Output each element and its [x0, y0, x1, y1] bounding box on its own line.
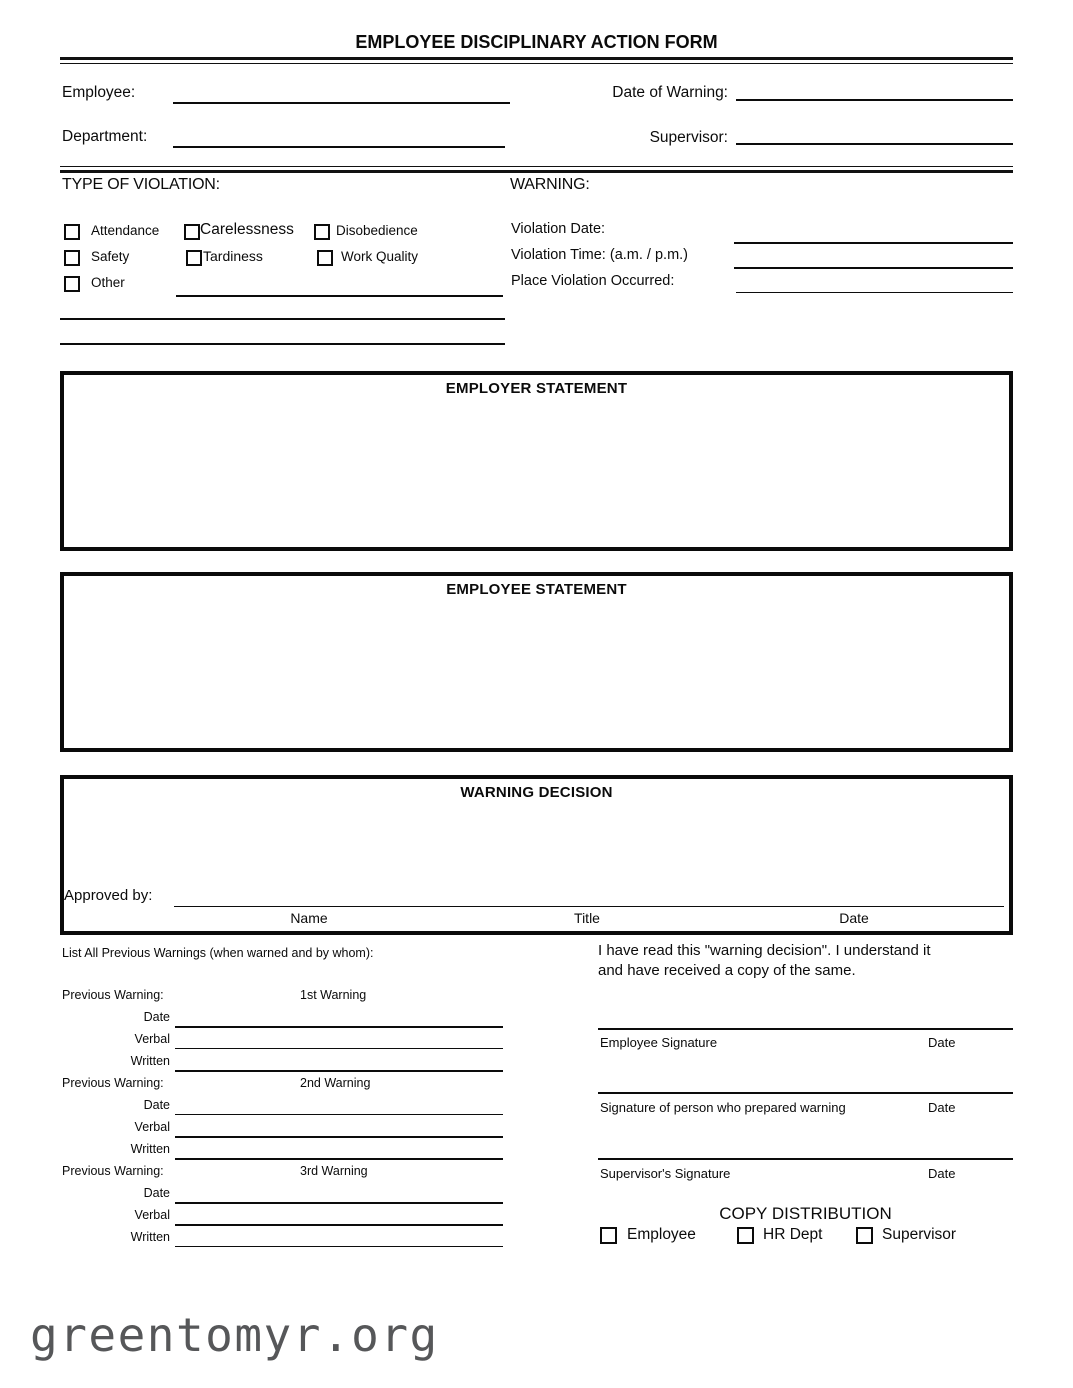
- employer-statement-title: EMPLOYER STATEMENT: [445, 380, 628, 397]
- warning-decision-box: [60, 775, 1013, 935]
- title-divider: [60, 57, 1013, 64]
- previous-warning-2-label: Previous Warning:: [62, 1076, 164, 1090]
- department-label: Department:: [62, 128, 148, 145]
- copy-distribution-title: COPY DISTRIBUTION: [719, 1204, 892, 1223]
- place-violation-label: Place Violation Occurred:: [511, 273, 675, 289]
- previous-warning-2-ordinal: 2nd Warning: [300, 1076, 371, 1090]
- pw1-written-label: Written: [130, 1054, 170, 1068]
- employee-signature-label: Employee Signature: [600, 1035, 718, 1050]
- previous-warning-3-label: Previous Warning:: [62, 1164, 164, 1178]
- employee-signature-line[interactable]: [598, 1028, 1013, 1030]
- place-violation-input-line[interactable]: [736, 292, 1013, 293]
- previous-warnings-heading: List All Previous Warnings (when warned and by whom):: [62, 946, 374, 960]
- employer-statement-writing-area[interactable]: [64, 403, 1009, 547]
- form-title: EMPLOYEE DISCIPLINARY ACTION FORM: [355, 32, 718, 52]
- pw3-verbal-line[interactable]: [175, 1224, 503, 1226]
- copy-hr-dept-label: HR Dept: [763, 1226, 823, 1243]
- pw3-date-line[interactable]: [175, 1202, 503, 1204]
- approved-by-input-line[interactable]: [174, 906, 1004, 907]
- copy-checkbox-employee[interactable]: [600, 1227, 617, 1244]
- preparer-signature-label: Signature of person who prepared warning: [600, 1100, 846, 1115]
- acknowledgement-line-1: I have read this "warning decision". I understand it: [598, 942, 931, 959]
- copy-checkbox-supervisor[interactable]: [856, 1227, 873, 1244]
- pw3-written-label: Written: [130, 1230, 170, 1244]
- violation-date-input-line[interactable]: [734, 242, 1013, 244]
- pw1-date-label: Date: [143, 1010, 170, 1024]
- employee-statement-writing-area[interactable]: [64, 604, 1009, 748]
- pw1-verbal-label: Verbal: [134, 1032, 170, 1046]
- previous-warning-1-label: Previous Warning:: [62, 988, 164, 1002]
- approved-date-label: Date: [839, 910, 869, 926]
- checkbox-attendance-label: Attendance: [91, 223, 160, 238]
- violation-date-label: Violation Date:: [511, 221, 606, 237]
- employee-statement-title: EMPLOYEE STATEMENT: [446, 581, 627, 598]
- pw1-written-line[interactable]: [175, 1070, 503, 1072]
- checkbox-work-quality-label: Work Quality: [341, 249, 419, 264]
- employer-statement-box: [60, 371, 1013, 551]
- preparer-signature-line[interactable]: [598, 1092, 1013, 1094]
- checkbox-carelessness[interactable]: [184, 224, 200, 240]
- violation-notes-line-2[interactable]: [60, 343, 505, 345]
- violation-notes-line-1[interactable]: [60, 318, 505, 320]
- previous-warning-1-ordinal: 1st Warning: [300, 988, 367, 1002]
- supervisor-signature-line[interactable]: [598, 1158, 1013, 1160]
- pw1-verbal-line[interactable]: [175, 1048, 503, 1049]
- other-input-line[interactable]: [176, 295, 503, 297]
- acknowledgement-line-2: and have received a copy of the same.: [598, 962, 856, 979]
- warning-decision-title: WARNING DECISION: [460, 784, 613, 801]
- checkbox-tardiness-label: Tardiness: [203, 248, 263, 264]
- employee-statement-box: [60, 572, 1013, 752]
- copy-checkbox-hr-dept[interactable]: [737, 1227, 754, 1244]
- pw3-verbal-label: Verbal: [134, 1208, 170, 1222]
- acknowledgement-text: [598, 941, 1018, 981]
- pw2-verbal-label: Verbal: [134, 1120, 170, 1134]
- checkbox-attendance[interactable]: [64, 224, 80, 240]
- date-of-warning-input-line[interactable]: [736, 99, 1013, 101]
- checkbox-tardiness[interactable]: [186, 250, 202, 266]
- pw2-date-line[interactable]: [175, 1114, 503, 1115]
- violation-section-title: TYPE OF VIOLATION:: [62, 176, 220, 193]
- pw3-date-label: Date: [143, 1186, 170, 1200]
- approved-by-label: Approved by:: [64, 887, 153, 904]
- checkbox-carelessness-label: Carelessness: [200, 221, 294, 238]
- employee-label: Employee:: [62, 84, 136, 101]
- employee-input-line[interactable]: [173, 102, 510, 104]
- department-input-line[interactable]: [173, 146, 505, 148]
- checkbox-other-label: Other: [91, 275, 125, 290]
- date-of-warning-label: Date of Warning:: [612, 84, 728, 101]
- copy-supervisor-label: Supervisor: [882, 1226, 957, 1243]
- pw1-date-line[interactable]: [175, 1026, 503, 1028]
- checkbox-disobedience[interactable]: [314, 224, 330, 240]
- supervisor-signature-date-label: Date: [928, 1166, 956, 1181]
- checkbox-safety[interactable]: [64, 250, 80, 266]
- watermark: greentomyr.org: [30, 1308, 439, 1362]
- approved-title-label: Title: [574, 910, 600, 926]
- employee-signature-date-label: Date: [928, 1035, 956, 1050]
- pw3-written-line[interactable]: [175, 1246, 503, 1247]
- supervisor-label: Supervisor:: [649, 129, 728, 146]
- supervisor-input-line[interactable]: [736, 143, 1013, 145]
- checkbox-other[interactable]: [64, 276, 80, 292]
- warning-section-title: WARNING:: [510, 176, 590, 193]
- checkbox-disobedience-label: Disobedience: [336, 223, 418, 238]
- pw2-written-label: Written: [130, 1142, 170, 1156]
- violation-time-input-line[interactable]: [734, 267, 1013, 269]
- pw2-written-line[interactable]: [175, 1158, 503, 1160]
- approved-name-label: Name: [290, 910, 328, 926]
- supervisor-signature-label: Supervisor's Signature: [600, 1166, 731, 1181]
- checkbox-safety-label: Safety: [91, 249, 130, 264]
- pw2-verbal-line[interactable]: [175, 1136, 503, 1138]
- pw2-date-label: Date: [143, 1098, 170, 1112]
- violation-time-label: Violation Time: (a.m. / p.m.): [511, 247, 689, 263]
- previous-warning-3-ordinal: 3rd Warning: [300, 1164, 368, 1178]
- preparer-signature-date-label: Date: [928, 1100, 956, 1115]
- warning-decision-writing-area[interactable]: [64, 807, 1009, 879]
- checkbox-work-quality[interactable]: [317, 250, 333, 266]
- copy-employee-label: Employee: [627, 1226, 696, 1243]
- section-divider: [60, 166, 1013, 173]
